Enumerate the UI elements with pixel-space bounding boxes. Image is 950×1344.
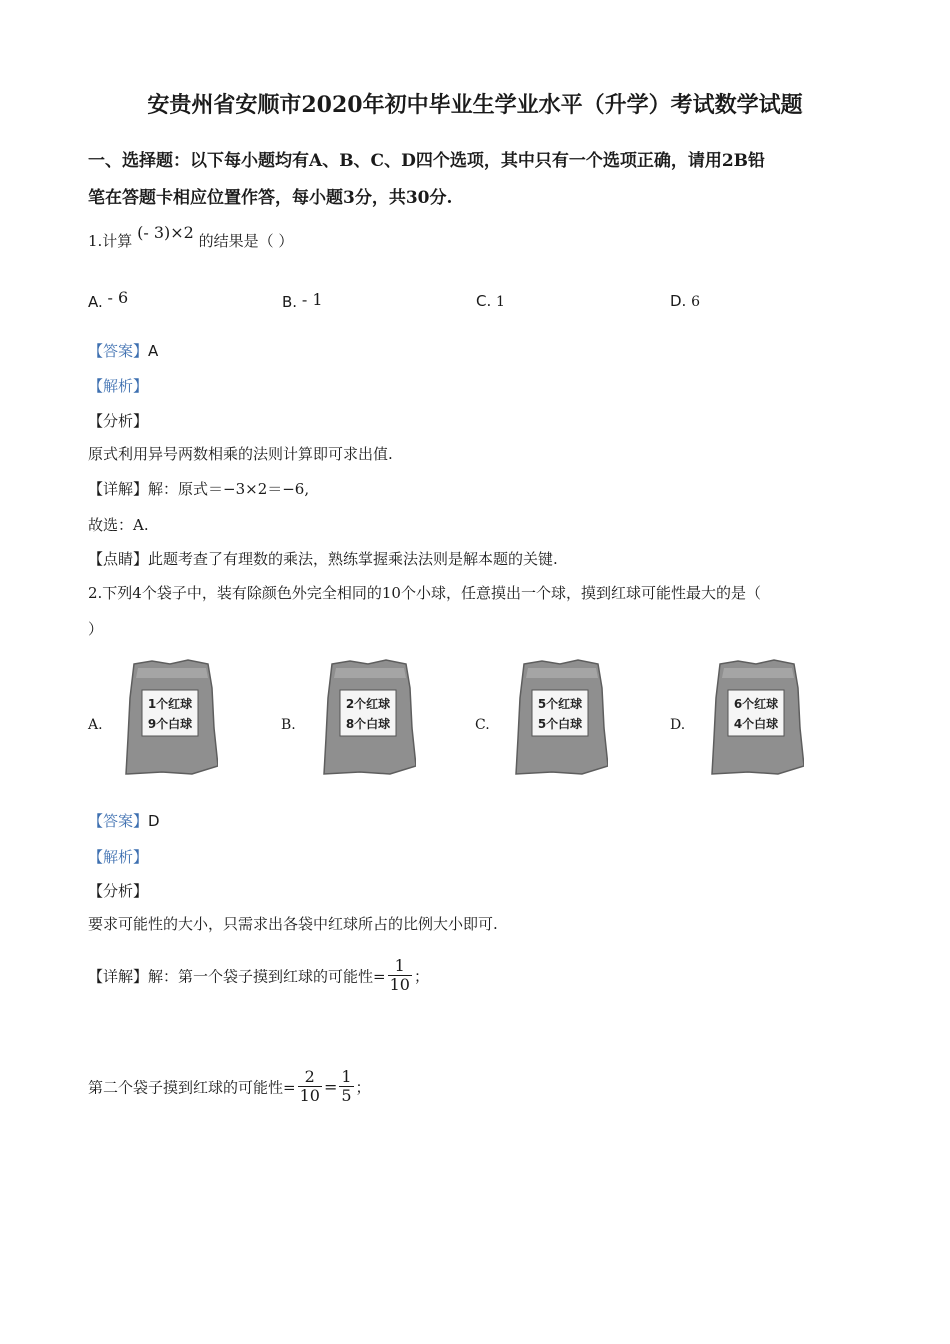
q1-detail: 【详解】解：原式＝−3×2＝−6,: [88, 480, 310, 498]
q1-comment: 【点睛】此题考查了有理数的乘法，熟练掌握乘法法则是解本题的关键.: [88, 550, 558, 568]
q2-detail-line1: 【详解】解：第一个袋子摸到红球的可能性= $\frac{1}{10}$ ；: [88, 956, 429, 995]
q2-analysis-tag: 【解析】: [88, 848, 149, 866]
bag-option-a-letter: A.: [88, 717, 103, 733]
bag-b-label-red: 2个红球: [345, 697, 391, 711]
q2-answer: [88, 810, 160, 831]
section-heading-line2: 笔在答题卡相应位置作答，每小题3分，共30分.: [88, 188, 453, 208]
q1-option-a: A. - 6: [88, 288, 129, 311]
q1-expression: (- 3)×2: [137, 223, 194, 242]
q1-option-b: B. - 1: [282, 290, 323, 311]
answer-tag: 【答案】: [88, 342, 149, 360]
bag-c-label-white: 5个白球: [537, 717, 583, 731]
q1-analysis-tag: 【解析】: [88, 377, 149, 395]
answer-value: A: [148, 342, 159, 360]
fraction-1-5: $\frac{1}{5}$: [341, 1067, 352, 1106]
bag-d-label-white: 4个白球: [733, 717, 779, 731]
question-2-stem-line1: 2.下列4个袋子中，装有除颜色外完全相同的10个小球，任意摸出一个球，摸到红球可能性最大的是（: [88, 584, 761, 602]
q1-fenxi-tag: 【分析】: [88, 412, 149, 430]
q1-answer: [88, 340, 158, 361]
q1-prefix: 1.计算: [88, 232, 133, 250]
q2-detail-line2: 第二个袋子摸到红球的可能性= $\frac{2}{10}$ = $\frac{1}{5}$ ；: [88, 1067, 371, 1106]
question-1-stem: [88, 223, 294, 251]
answer-value: D: [148, 812, 160, 830]
fraction-2-10: $\frac{2}{10}$: [299, 1067, 320, 1106]
bag-d-label-red: 6个红球: [733, 697, 779, 711]
q1-option-c: C. 1: [476, 292, 505, 310]
bag-a-label-red: 1个红球: [147, 697, 193, 711]
q1-choose: 故选：A.: [88, 516, 149, 534]
bag-c-label-red: 5个红球: [537, 697, 583, 711]
bag-option-d-letter: D.: [670, 717, 686, 733]
question-2-stem-line2: ）: [88, 620, 104, 638]
q1-suffix: 的结果是（ ）: [198, 232, 294, 250]
bag-image-c: [512, 658, 608, 776]
q1-option-d: D. 6: [670, 292, 701, 310]
q2-fenxi-tag: 【分析】: [88, 882, 149, 900]
bag-image-b: [320, 658, 416, 776]
page-title: 安贵州省安顺市2020年初中毕业生学业水平（升学）考试数学试题: [147, 92, 803, 118]
bag-b-label-white: 8个白球: [345, 717, 391, 731]
answer-tag: 【答案】: [88, 812, 149, 830]
q2-fenxi-text: 要求可能性的大小，只需求出各袋中红球所占的比例大小即可.: [88, 915, 498, 933]
q1-fenxi-text: 原式利用异号两数相乘的法则计算即可求出值.: [88, 445, 393, 463]
bag-a-label-white: 9个白球: [147, 717, 193, 731]
section-heading-line1: 一、选择题：以下每小题均有A、B、C、D四个选项，其中只有一个选项正确，请用2B铅: [88, 151, 766, 171]
bag-option-c-letter: C.: [475, 717, 490, 733]
bag-image-d: [708, 658, 804, 776]
fraction-1-10: $\frac{1}{10}$: [389, 956, 410, 995]
bag-option-b-letter: B.: [281, 717, 296, 733]
bag-image-a: [122, 658, 218, 776]
